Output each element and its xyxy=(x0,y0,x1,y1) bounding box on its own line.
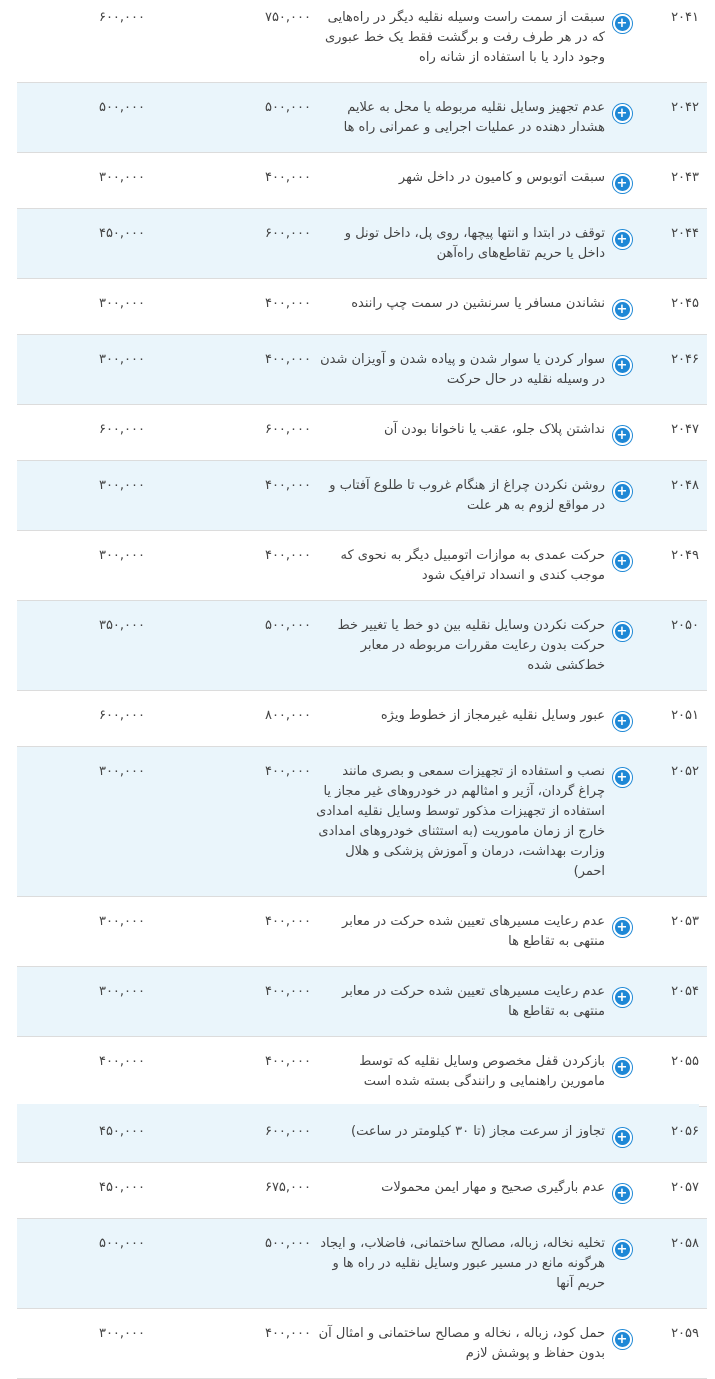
violation-description: نشاندن مسافر یا سرنشین در سمت چپ راننده xyxy=(351,296,605,311)
table-row xyxy=(17,747,707,897)
description-cell xyxy=(313,1037,605,1107)
fine-cell-secondary xyxy=(17,691,147,747)
description-cell xyxy=(313,0,605,83)
fine-cell-secondary xyxy=(17,279,147,335)
fine-cell-secondary xyxy=(17,531,147,601)
violation-code: ۲۰۴۳ xyxy=(671,170,699,185)
fine-secondary: ۳۰۰,۰۰۰ xyxy=(98,764,145,779)
expand-cell[interactable] xyxy=(605,153,639,209)
fine-cell-secondary xyxy=(17,601,147,691)
description-cell xyxy=(313,1107,605,1163)
expand-cell[interactable] xyxy=(605,209,639,279)
fine-secondary: ۵۰۰,۰۰۰ xyxy=(98,1236,145,1251)
plus-circle-icon[interactable]: + xyxy=(613,1184,632,1203)
table-row xyxy=(17,209,707,279)
expand-cell[interactable] xyxy=(605,531,639,601)
expand-cell[interactable] xyxy=(605,967,639,1037)
description-cell xyxy=(313,461,605,531)
code-cell xyxy=(639,1037,707,1107)
table-row xyxy=(17,531,707,601)
fine-cell-secondary xyxy=(17,967,147,1037)
expand-cell[interactable] xyxy=(605,1107,639,1163)
fine-cell-primary xyxy=(147,279,313,335)
violation-code: ۲۰۵۲ xyxy=(671,764,699,779)
description-cell xyxy=(313,691,605,747)
fine-cell-primary xyxy=(147,531,313,601)
violation-description: عبور وسایل نقلیه غیرمجاز از خطوط ویژه xyxy=(380,708,605,723)
fine-cell-primary xyxy=(147,153,313,209)
fine-secondary: ۳۰۰,۰۰۰ xyxy=(98,548,145,563)
fine-secondary: ۳۵۰,۰۰۰ xyxy=(98,618,145,633)
plus-circle-icon[interactable]: + xyxy=(613,1058,632,1077)
fine-primary: ۴۰۰,۰۰۰ xyxy=(264,984,311,999)
expand-cell[interactable] xyxy=(605,0,639,83)
violation-code: ۲۰۵۸ xyxy=(671,1236,699,1251)
violations-table xyxy=(17,0,707,1379)
violation-description: عدم تجهیز وسایل نقلیه مربوطه یا محل به علایم هشدار دهنده در عملیات اجرایی و عمرانی راه ها xyxy=(343,100,605,135)
violation-code: ۲۰۵۳ xyxy=(671,914,699,929)
code-cell xyxy=(639,153,707,209)
table-row xyxy=(17,1037,707,1107)
violation-description: عدم رعایت مسیرهای تعیین شده حرکت در معابر منتهی به تقاطع ها xyxy=(342,984,605,1019)
violation-description: توقف در ابتدا و انتها پیچها، روی پل، داخل تونل و داخل یا حریم تقاطع‌های راه‌آهن xyxy=(344,226,605,261)
code-cell xyxy=(639,83,707,153)
violation-description: حمل کود، زباله ، نخاله و مصالح ساختمانی و امثال آن بدون حفاظ و پوشش لازم xyxy=(318,1326,605,1361)
violation-code: ۲۰۴۵ xyxy=(671,296,699,311)
fine-primary: ۵۰۰,۰۰۰ xyxy=(264,1236,311,1251)
violation-description: سبقت اتوبوس و کامیون در داخل شهر xyxy=(398,170,605,185)
violation-code: ۲۰۴۸ xyxy=(671,478,699,493)
plus-circle-icon[interactable]: + xyxy=(613,174,632,193)
violation-code: ۲۰۵۶ xyxy=(671,1124,699,1139)
violation-code: ۲۰۵۹ xyxy=(671,1326,699,1341)
expand-cell[interactable] xyxy=(605,1309,639,1379)
plus-circle-icon[interactable]: + xyxy=(613,426,632,445)
description-cell xyxy=(313,1163,605,1219)
violation-description: حرکت عمدی به موازات اتومبیل دیگر به نحوی که موجب کندی و انسداد ترافیک شود xyxy=(340,548,605,583)
code-cell xyxy=(639,1107,707,1163)
violation-code: ۲۰۵۰ xyxy=(671,618,699,633)
expand-cell[interactable] xyxy=(605,405,639,461)
description-cell xyxy=(313,405,605,461)
plus-circle-icon[interactable]: + xyxy=(613,1240,632,1259)
violation-code: ۲۰۴۴ xyxy=(671,226,699,241)
violation-description: نصب و استفاده از تجهیزات سمعی و بصری مانند چراغ گردان، آژیر و امثالهم در خودروهای غیر مجاز یا استفاده از تجهیزات مذکور توسط وسایل نقلیه امدادی خارج از زمان ماموریت (به استثنای خودروهای امدادی وزارت بهداشت، درمان و آموزش پزشکی و هلال احمر) xyxy=(316,764,605,879)
plus-circle-icon[interactable]: + xyxy=(613,482,632,501)
code-cell xyxy=(639,691,707,747)
plus-circle-icon[interactable]: + xyxy=(613,14,632,33)
fine-secondary: ۶۰۰,۰۰۰ xyxy=(98,422,145,437)
expand-cell[interactable] xyxy=(605,83,639,153)
code-cell xyxy=(639,405,707,461)
fine-cell-primary xyxy=(147,897,313,967)
table-row xyxy=(17,0,707,83)
code-cell xyxy=(639,461,707,531)
plus-circle-icon[interactable]: + xyxy=(613,988,632,1007)
fine-cell-primary xyxy=(147,601,313,691)
fine-cell-primary xyxy=(147,747,313,897)
expand-cell[interactable] xyxy=(605,601,639,691)
fine-primary: ۵۰۰,۰۰۰ xyxy=(264,618,311,633)
fine-cell-primary xyxy=(147,209,313,279)
fine-primary: ۴۰۰,۰۰۰ xyxy=(264,914,311,929)
fine-primary: ۵۰۰,۰۰۰ xyxy=(264,100,311,115)
fine-secondary: ۴۵۰,۰۰۰ xyxy=(98,1124,145,1139)
fine-cell-primary xyxy=(147,0,313,83)
fine-cell-secondary xyxy=(17,153,147,209)
fine-cell-primary xyxy=(147,83,313,153)
table-row xyxy=(17,279,707,335)
plus-circle-icon[interactable]: + xyxy=(613,1128,632,1147)
plus-circle-icon[interactable]: + xyxy=(613,712,632,731)
violation-code: ۲۰۵۴ xyxy=(671,984,699,999)
violation-code: ۲۰۴۱ xyxy=(671,10,699,25)
table-row xyxy=(17,83,707,153)
violation-code: ۲۰۴۷ xyxy=(671,422,699,437)
fine-primary: ۶۷۵,۰۰۰ xyxy=(264,1180,311,1195)
expand-cell[interactable] xyxy=(605,747,639,897)
fine-primary: ۴۰۰,۰۰۰ xyxy=(264,548,311,563)
fine-secondary: ۴۵۰,۰۰۰ xyxy=(98,226,145,241)
description-cell xyxy=(313,531,605,601)
code-cell xyxy=(639,1309,707,1379)
code-cell xyxy=(639,209,707,279)
fine-cell-secondary xyxy=(17,1037,147,1107)
fine-cell-secondary xyxy=(17,405,147,461)
violation-description: عدم رعایت مسیرهای تعیین شده حرکت در معابر منتهی به تقاطع ها xyxy=(342,914,605,949)
violations-table-body xyxy=(17,0,707,1379)
plus-circle-icon[interactable]: + xyxy=(613,356,632,375)
description-cell xyxy=(313,209,605,279)
plus-circle-icon[interactable]: + xyxy=(613,622,632,641)
fine-secondary: ۴۰۰,۰۰۰ xyxy=(98,1054,145,1069)
violation-code: ۲۰۵۵ xyxy=(671,1054,699,1069)
fine-secondary: ۳۰۰,۰۰۰ xyxy=(98,914,145,929)
table-row xyxy=(17,1219,707,1309)
fine-secondary: ۳۰۰,۰۰۰ xyxy=(98,1326,145,1341)
next-row-stripe xyxy=(17,1104,699,1108)
description-cell xyxy=(313,83,605,153)
table-row xyxy=(17,897,707,967)
expand-cell[interactable] xyxy=(605,897,639,967)
fine-cell-secondary xyxy=(17,83,147,153)
table-row xyxy=(17,405,707,461)
fine-secondary: ۳۰۰,۰۰۰ xyxy=(98,352,145,367)
table-row xyxy=(17,1163,707,1219)
fine-secondary: ۴۵۰,۰۰۰ xyxy=(98,1180,145,1195)
fine-secondary: ۵۰۰,۰۰۰ xyxy=(98,100,145,115)
code-cell xyxy=(639,1219,707,1309)
plus-circle-icon[interactable]: + xyxy=(613,230,632,249)
code-cell xyxy=(639,1163,707,1219)
fine-cell-secondary xyxy=(17,209,147,279)
code-cell xyxy=(639,531,707,601)
table-row xyxy=(17,691,707,747)
fine-primary: ۴۰۰,۰۰۰ xyxy=(264,764,311,779)
fine-cell-primary xyxy=(147,691,313,747)
fine-cell-secondary xyxy=(17,1309,147,1379)
fine-primary: ۴۰۰,۰۰۰ xyxy=(264,170,311,185)
plus-circle-icon[interactable]: + xyxy=(613,1330,632,1349)
plus-circle-icon[interactable]: + xyxy=(613,300,632,319)
violation-code: ۲۰۴۲ xyxy=(671,100,699,115)
table-row xyxy=(17,1309,707,1379)
description-cell xyxy=(313,279,605,335)
fine-secondary: ۶۰۰,۰۰۰ xyxy=(98,708,145,723)
description-cell xyxy=(313,747,605,897)
fine-cell-secondary xyxy=(17,747,147,897)
expand-cell[interactable] xyxy=(605,461,639,531)
fine-cell-primary xyxy=(147,1219,313,1309)
fine-primary: ۴۰۰,۰۰۰ xyxy=(264,478,311,493)
expand-cell[interactable] xyxy=(605,279,639,335)
description-cell xyxy=(313,1219,605,1309)
code-cell xyxy=(639,0,707,83)
fine-primary: ۶۰۰,۰۰۰ xyxy=(264,1124,311,1139)
plus-circle-icon[interactable]: + xyxy=(613,552,632,571)
description-cell xyxy=(313,967,605,1037)
fine-cell-secondary xyxy=(17,335,147,405)
code-cell xyxy=(639,335,707,405)
table-row xyxy=(17,153,707,209)
fine-cell-secondary xyxy=(17,1219,147,1309)
fine-cell-secondary xyxy=(17,897,147,967)
fine-cell-primary xyxy=(147,1163,313,1219)
code-cell xyxy=(639,967,707,1037)
violation-description: بازکردن قفل مخصوص وسایل نقلیه که توسط مامورین راهنمایی و رانندگی بسته شده است xyxy=(359,1054,605,1089)
violation-code: ۲۰۴۹ xyxy=(671,548,699,563)
code-cell xyxy=(639,897,707,967)
fine-cell-primary xyxy=(147,335,313,405)
fine-primary: ۴۰۰,۰۰۰ xyxy=(264,1054,311,1069)
fine-cell-primary xyxy=(147,461,313,531)
violation-description: تخلیه نخاله، زباله، مصالح ساختمانی، فاضلاب، و ایجاد هرگونه مانع در مسیر عبور وسایل نقلیه در راه ها و حریم آنها xyxy=(320,1236,605,1291)
fine-cell-primary xyxy=(147,1107,313,1163)
code-cell xyxy=(639,601,707,691)
violation-description: سبقت از سمت راست وسیله نقلیه دیگر در راه‌هایی که در هر طرف رفت و برگشت فقط یک خط عبوری وجود دارد یا با استفاده از شانه راه xyxy=(324,10,605,65)
description-cell xyxy=(313,335,605,405)
fine-secondary: ۳۰۰,۰۰۰ xyxy=(98,478,145,493)
fine-cell-primary xyxy=(147,405,313,461)
violation-code: ۲۰۴۶ xyxy=(671,352,699,367)
violation-description: تجاوز از سرعت مجاز (تا ۳۰ کیلومتر در ساعت) xyxy=(351,1124,605,1139)
description-cell xyxy=(313,1309,605,1379)
table-row xyxy=(17,461,707,531)
expand-cell[interactable] xyxy=(605,1037,639,1107)
expand-cell[interactable] xyxy=(605,1163,639,1219)
violation-description: عدم بارگیری صحیح و مهار ایمن محمولات xyxy=(381,1180,605,1195)
fine-cell-primary xyxy=(147,1309,313,1379)
fine-cell-primary xyxy=(147,967,313,1037)
violation-code: ۲۰۵۷ xyxy=(671,1180,699,1195)
fine-cell-secondary xyxy=(17,1163,147,1219)
fine-primary: ۸۰۰,۰۰۰ xyxy=(264,708,311,723)
fine-primary: ۷۵۰,۰۰۰ xyxy=(264,10,311,25)
fine-cell-primary xyxy=(147,1037,313,1107)
plus-circle-icon[interactable]: + xyxy=(613,104,632,123)
fine-primary: ۴۰۰,۰۰۰ xyxy=(264,1326,311,1341)
fine-primary: ۴۰۰,۰۰۰ xyxy=(264,352,311,367)
violation-description: نداشتن پلاک جلو، عقب یا ناخوانا بودن آن xyxy=(384,422,605,437)
description-cell xyxy=(313,153,605,209)
code-cell xyxy=(639,279,707,335)
table-row xyxy=(17,967,707,1037)
fine-primary: ۴۰۰,۰۰۰ xyxy=(264,296,311,311)
fine-secondary: ۳۰۰,۰۰۰ xyxy=(98,170,145,185)
fine-cell-secondary xyxy=(17,0,147,83)
plus-circle-icon[interactable]: + xyxy=(613,768,632,787)
violation-code: ۲۰۵۱ xyxy=(671,708,699,723)
fine-secondary: ۳۰۰,۰۰۰ xyxy=(98,296,145,311)
expand-cell[interactable] xyxy=(605,691,639,747)
fine-secondary: ۶۰۰,۰۰۰ xyxy=(98,10,145,25)
fine-primary: ۶۰۰,۰۰۰ xyxy=(264,226,311,241)
violation-description: حرکت نکردن وسایل نقلیه بین دو خط یا تغییر خط حرکت بدون رعایت مقررات مربوطه در معابر خط‌کشی شده xyxy=(337,618,605,673)
expand-cell[interactable] xyxy=(605,1219,639,1309)
violation-description: سوار کردن یا سوار شدن و پیاده شدن و آویزان شدن در وسیله نقلیه در حال حرکت xyxy=(320,352,605,387)
description-cell xyxy=(313,601,605,691)
code-cell xyxy=(639,747,707,897)
violation-description: روشن نکردن چراغ از هنگام غروب تا طلوع آفتاب و در مواقع لزوم به هر علت xyxy=(329,478,605,513)
fine-cell-secondary xyxy=(17,1107,147,1163)
table-row xyxy=(17,601,707,691)
table-row xyxy=(17,1107,707,1163)
table-row xyxy=(17,335,707,405)
fine-secondary: ۳۰۰,۰۰۰ xyxy=(98,984,145,999)
description-cell xyxy=(313,897,605,967)
plus-circle-icon[interactable]: + xyxy=(613,918,632,937)
expand-cell[interactable] xyxy=(605,335,639,405)
fine-primary: ۶۰۰,۰۰۰ xyxy=(264,422,311,437)
fine-cell-secondary xyxy=(17,461,147,531)
